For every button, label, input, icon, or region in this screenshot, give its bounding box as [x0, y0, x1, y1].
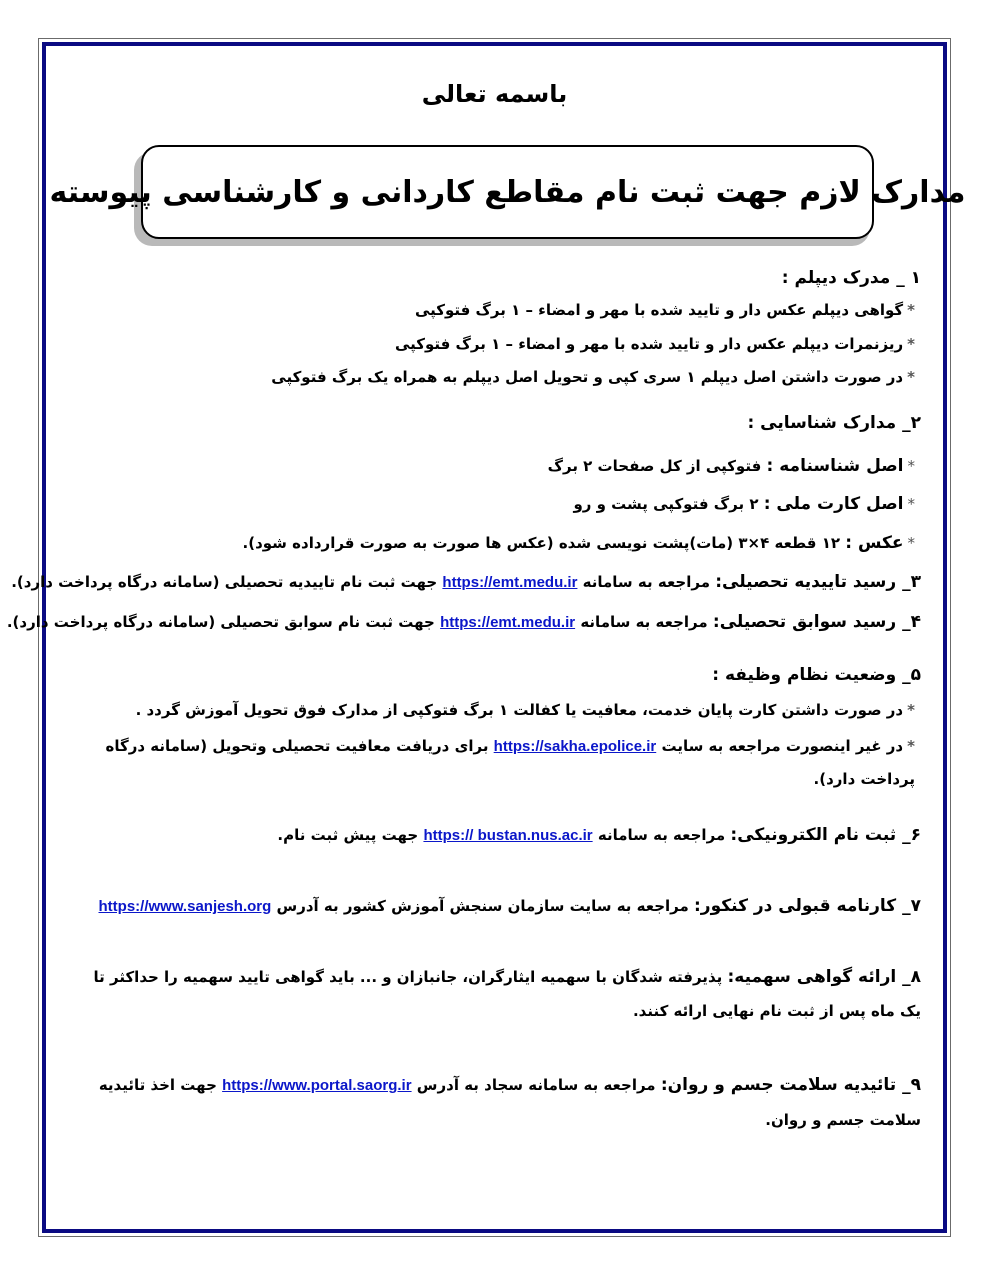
list-item: [136, 700, 915, 720]
list-item: [70, 730, 915, 795]
list-item: [271, 367, 915, 387]
sanjesh-link[interactable]: https://www.sanjesh.org: [98, 898, 272, 915]
list-item-text: گواهی دیپلم عکس دار و تایید شده با مهر و امضاء – ۱ برگ فتوکپی: [414, 301, 904, 319]
item-text: فتوکپی از کل صفحات ۲ برگ: [547, 457, 767, 475]
bullet-icon: *: [907, 701, 915, 719]
item-text: ۱۲ قطعه ۴×۳ (مات)پشت نویسی شده (عکس ها صورت به صورت قرارداده شود).: [242, 534, 846, 552]
bullet-icon: *: [907, 457, 915, 475]
list-item-text: در غیر اینصورت مراجعه به سایت: [656, 737, 904, 755]
page-title: مدارک لازم جهت ثبت نام مقاطع کاردانی و کارشناسی پیوسته: [49, 174, 966, 210]
list-item: [243, 533, 915, 553]
bullet-icon: *: [907, 368, 915, 386]
title-box: [49, 145, 966, 239]
list-item-text: در صورت داشتن اصل دیپلم ۱ سری کپی و تحویل اصل دیپلم به همراه یک برگ فتوکپی: [271, 368, 904, 386]
section-text: مراجعه به سامانه سجاد به آدرس: [411, 1076, 661, 1094]
section-title: ۴_ رسید سوابق تحصیلی:: [712, 612, 921, 632]
section-text: جهت ثبت نام سوابق تحصیلی (سامانه درگاه پرداخت دارد).: [6, 613, 441, 631]
saorg-link[interactable]: https://www.portal.saorg.ir: [222, 1077, 412, 1094]
section-title: ۳_ رسید تاییدیه تحصیلی:: [715, 572, 921, 592]
section-text: پذیرفته شدگان با سهمیه ایثارگران، جانبازان و ... باید گواهی تایید سهمیه را حداکثر تا یک ماه پس از ثبت نام نهایی ارائه کنند.: [93, 968, 921, 1020]
sakha-link[interactable]: https://sakha.epolice.ir: [493, 738, 657, 755]
list-item-text: در صورت داشتن کارت پایان خدمت، معافیت یا کفالت ۱ برگ فتوکپی از مدارک فوق تحویل آموزش گردد .: [135, 701, 904, 719]
section-title: ۷_ کارنامه قبولی در کنکور:: [694, 896, 921, 916]
section-text: جهت پیش ثبت نام.: [277, 826, 424, 844]
emt-link[interactable]: https://emt.medu.ir: [442, 574, 578, 591]
emt-link[interactable]: https://emt.medu.ir: [440, 614, 576, 631]
section-title: ۵_ وضعیت نظام وظیفه :: [712, 665, 921, 685]
section-title: ۸_ ارائه گواهی سهمیه:: [727, 967, 921, 987]
section-title: ۲_ مدارک شناسایی :: [747, 413, 921, 433]
section-text: جهت ثبت نام تاییدیه تحصیلی (سامانه درگاه پرداخت دارد).: [11, 573, 443, 591]
list-item-text: ریزنمرات دیپلم عکس دار و تایید شده با مهر و امضاء – ۱ برگ فتوکپی: [394, 335, 904, 353]
section-7: [99, 896, 922, 917]
page-heading: باسمه تعالی: [421, 80, 568, 108]
list-item-text: برای دریافت معافیت تحصیلی وتحویل (سامانه درگاه پرداخت دارد).: [105, 737, 915, 788]
section-3: [11, 572, 921, 593]
section-text: مراجعه به سامانه: [577, 573, 716, 591]
section-title: ۹_ تائیدیه سلامت جسم و روان:: [660, 1075, 921, 1095]
bullet-icon: *: [907, 495, 915, 513]
bullet-icon: *: [907, 534, 915, 552]
bullet-icon: *: [907, 737, 915, 755]
section-4: [7, 612, 921, 633]
section-8: [70, 960, 921, 1028]
section-text: مراجعه به سامانه: [575, 613, 713, 631]
item-label: اصل شناسنامه :: [766, 456, 904, 476]
item-label: عکس :: [845, 533, 904, 553]
section-text: مراجعه به سامانه: [592, 826, 731, 844]
list-item: [548, 456, 915, 476]
section-1-title: [782, 268, 921, 288]
list-item: [415, 300, 915, 320]
item-text: ۲ برگ فتوکپی پشت و رو: [573, 495, 764, 513]
bustan-link[interactable]: https:// bustan.nus.ac.ir: [423, 827, 593, 844]
section-text: جهت اخذ تائیدیه سلامت جسم و روان.: [98, 1076, 921, 1129]
section-5-title: [712, 665, 921, 685]
section-text: مراجعه به سایت سازمان سنجش آموزش کشور به آدرس: [271, 897, 694, 915]
bullet-icon: *: [907, 301, 915, 319]
item-label: اصل کارت ملی :: [763, 494, 904, 514]
section-6: [277, 825, 921, 846]
bullet-icon: *: [907, 335, 915, 353]
section-title: ۶_ ثبت نام الکترونیکی:: [730, 825, 921, 845]
section-title: ۱ _ مدرک دیپلم :: [781, 268, 921, 288]
section-2-title: [747, 413, 921, 433]
list-item: [395, 334, 915, 354]
section-9: [70, 1068, 921, 1137]
list-item: [573, 494, 915, 514]
